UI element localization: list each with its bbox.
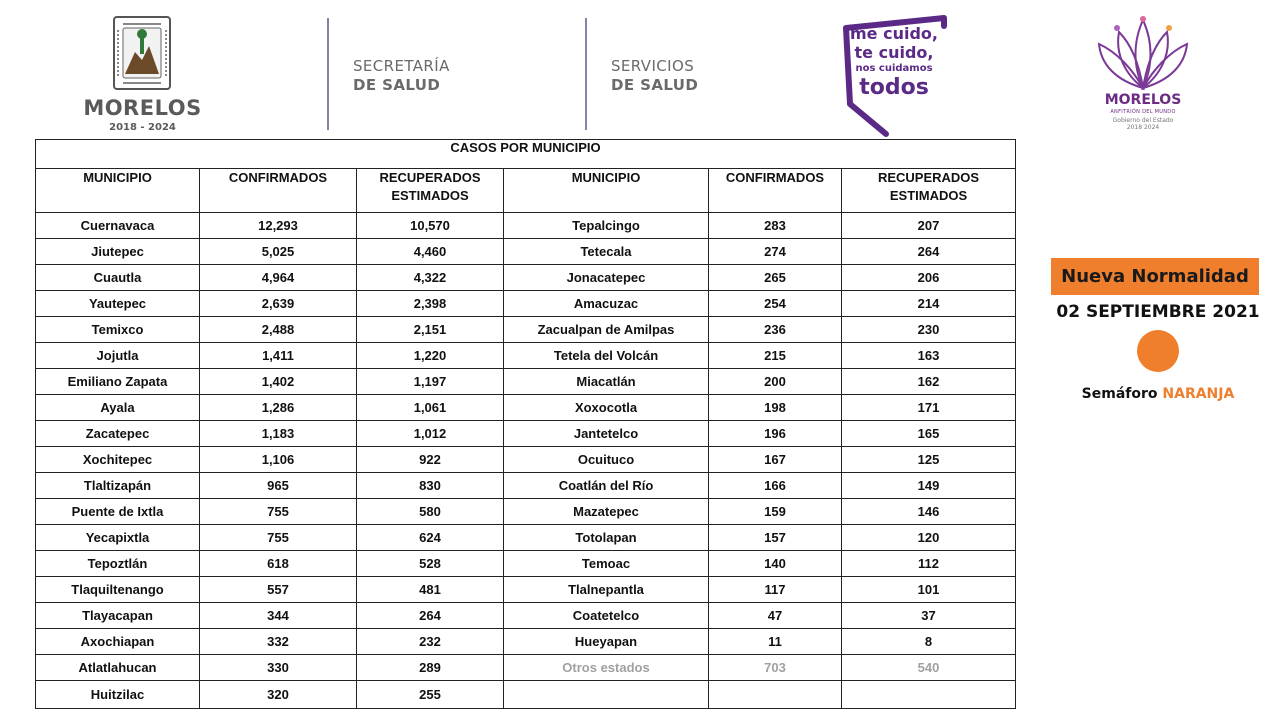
left-confirmados-cell: 755 [200, 525, 357, 551]
table-row [36, 421, 1016, 447]
dept2-line1: SERVICIOS [611, 57, 695, 75]
header-recuperados: RECUPERADOS ESTIMADOS [842, 169, 1016, 213]
table-row [36, 265, 1016, 291]
right-recuperados-cell: 165 [842, 421, 1016, 447]
left-confirmados-cell: 618 [200, 551, 357, 577]
left-confirmados-cell: 5,025 [200, 239, 357, 265]
semaforo-color-name: NARANJA [1162, 386, 1235, 402]
slogan-line4: todos [859, 75, 929, 100]
header-municipio: MUNICIPIO [504, 169, 709, 213]
left-recuperados-cell: 922 [357, 447, 504, 473]
gov-logo-name: MORELOS [1104, 92, 1182, 108]
morelos-state-logo [80, 14, 205, 136]
left-confirmados-cell: 332 [200, 629, 357, 655]
left-recuperados-cell: 2,398 [357, 291, 504, 317]
slogan-line3: nos cuidamos [855, 63, 933, 74]
left-confirmados-cell: 344 [200, 603, 357, 629]
left-confirmados-cell: 1,286 [200, 395, 357, 421]
dept1-line1: SECRETARÍA [353, 57, 450, 75]
table-row [36, 395, 1016, 421]
left-confirmados-cell: 1,402 [200, 369, 357, 395]
right-municipio-cell: Tetela del Volcán [504, 343, 709, 369]
divider [585, 18, 587, 130]
right-municipio-cell: Coatlán del Río [504, 473, 709, 499]
table-row [36, 499, 1016, 525]
left-recuperados-cell: 830 [357, 473, 504, 499]
right-municipio-cell: Otros estados [504, 655, 709, 681]
table-row [36, 291, 1016, 317]
left-confirmados-cell: 4,964 [200, 265, 357, 291]
morelos-logo-years: 2018 - 2024 [109, 122, 176, 133]
right-municipio-cell: Tetecala [504, 239, 709, 265]
left-confirmados-cell: 1,106 [200, 447, 357, 473]
header-confirmados: CONFIRMADOS [709, 169, 842, 213]
right-municipio-cell: Jonacatepec [504, 265, 709, 291]
right-municipio-cell: Temoac [504, 551, 709, 577]
right-recuperados-cell: 146 [842, 499, 1016, 525]
right-municipio-cell: Xoxocotla [504, 395, 709, 421]
left-municipio-cell: Xochitepec [36, 447, 200, 473]
left-recuperados-cell: 4,460 [357, 239, 504, 265]
left-recuperados-cell: 528 [357, 551, 504, 577]
left-municipio-cell: Temixco [36, 317, 200, 343]
table-row [36, 473, 1016, 499]
table-row [36, 343, 1016, 369]
right-municipio-cell: Amacuzac [504, 291, 709, 317]
header-confirmados: CONFIRMADOS [200, 169, 357, 213]
left-recuperados-cell: 481 [357, 577, 504, 603]
coat-of-arms-icon [113, 16, 171, 90]
right-municipio-cell: Ocuituco [504, 447, 709, 473]
right-confirmados-cell: 166 [709, 473, 842, 499]
right-municipio-cell: Miacatlán [504, 369, 709, 395]
right-confirmados-cell: 117 [709, 577, 842, 603]
right-confirmados-cell: 200 [709, 369, 842, 395]
right-confirmados-cell: 159 [709, 499, 842, 525]
right-municipio-cell: Hueyapan [504, 629, 709, 655]
report-date: 02 SEPTIEMBRE 2021 [1056, 302, 1260, 322]
right-recuperados-cell: 101 [842, 577, 1016, 603]
dept2-line2: DE SALUD [611, 76, 699, 94]
left-municipio-cell: Tlaltizapán [36, 473, 200, 499]
right-recuperados-cell: 37 [842, 603, 1016, 629]
table-row [36, 317, 1016, 343]
right-confirmados-cell: 167 [709, 447, 842, 473]
right-confirmados-cell: 265 [709, 265, 842, 291]
right-municipio-cell: Tepalcingo [504, 213, 709, 239]
left-municipio-cell: Emiliano Zapata [36, 369, 200, 395]
right-municipio-cell: Jantetelco [504, 421, 709, 447]
right-confirmados-cell: 157 [709, 525, 842, 551]
slogan-logo [840, 14, 950, 138]
slogan-line2: te cuido, [854, 43, 934, 62]
right-recuperados-cell: 171 [842, 395, 1016, 421]
table-row [36, 369, 1016, 395]
left-municipio-cell: Cuernavaca [36, 213, 200, 239]
left-municipio-cell: Puente de Ixtla [36, 499, 200, 525]
right-confirmados-cell: 196 [709, 421, 842, 447]
gov-logo-sub2: 2018 2024 [1126, 124, 1160, 131]
right-municipio-cell: Totolapan [504, 525, 709, 551]
left-recuperados-cell: 624 [357, 525, 504, 551]
right-recuperados-cell [842, 681, 1016, 709]
right-confirmados-cell: 11 [709, 629, 842, 655]
right-recuperados-cell: 125 [842, 447, 1016, 473]
left-confirmados-cell: 2,488 [200, 317, 357, 343]
table-row [36, 551, 1016, 577]
semaforo-label [1040, 386, 1276, 402]
right-confirmados-cell: 140 [709, 551, 842, 577]
right-confirmados-cell: 283 [709, 213, 842, 239]
right-recuperados-cell: 230 [842, 317, 1016, 343]
left-municipio-cell: Yecapixtla [36, 525, 200, 551]
morelos-logo-name: MORELOS [83, 96, 202, 120]
nueva-normalidad-badge: Nueva Normalidad [1051, 258, 1259, 295]
header-municipio: MUNICIPIO [36, 169, 200, 213]
gobierno-morelos-logo [1090, 14, 1196, 138]
left-municipio-cell: Ayala [36, 395, 200, 421]
right-recuperados-cell: 540 [842, 655, 1016, 681]
right-confirmados-cell: 215 [709, 343, 842, 369]
left-municipio-cell: Yautepec [36, 291, 200, 317]
lotus-flower-icon [1095, 14, 1191, 92]
right-recuperados-cell: 120 [842, 525, 1016, 551]
left-municipio-cell: Zacatepec [36, 421, 200, 447]
left-recuperados-cell: 1,197 [357, 369, 504, 395]
table-row [36, 577, 1016, 603]
left-recuperados-cell: 1,012 [357, 421, 504, 447]
table-row [36, 239, 1016, 265]
table-row [36, 629, 1016, 655]
left-confirmados-cell: 2,639 [200, 291, 357, 317]
right-recuperados-cell: 264 [842, 239, 1016, 265]
table-row [36, 603, 1016, 629]
header [0, 0, 1280, 140]
right-recuperados-cell: 206 [842, 265, 1016, 291]
right-confirmados-cell: 274 [709, 239, 842, 265]
left-municipio-cell: Huitzilac [36, 681, 200, 709]
left-municipio-cell: Atlatlahucan [36, 655, 200, 681]
right-recuperados-cell: 207 [842, 213, 1016, 239]
servicios-de-salud-label [611, 57, 698, 95]
dept1-line2: DE SALUD [353, 76, 441, 94]
right-confirmados-cell: 236 [709, 317, 842, 343]
left-confirmados-cell: 1,411 [200, 343, 357, 369]
left-municipio-cell: Tepoztlán [36, 551, 200, 577]
left-municipio-cell: Axochiapan [36, 629, 200, 655]
right-confirmados-cell: 703 [709, 655, 842, 681]
right-recuperados-cell: 8 [842, 629, 1016, 655]
right-municipio-cell: Tlalnepantla [504, 577, 709, 603]
left-confirmados-cell: 755 [200, 499, 357, 525]
table-row [36, 525, 1016, 551]
left-confirmados-cell: 330 [200, 655, 357, 681]
left-confirmados-cell: 12,293 [200, 213, 357, 239]
semaforo-text: Semáforo [1081, 386, 1158, 402]
gov-logo-sub1: Gobierno del Estado [1112, 117, 1174, 124]
right-confirmados-cell: 47 [709, 603, 842, 629]
divider [327, 18, 329, 130]
cases-by-municipality-table [35, 139, 1016, 709]
left-recuperados-cell: 255 [357, 681, 504, 709]
left-municipio-cell: Cuautla [36, 265, 200, 291]
right-recuperados-cell: 112 [842, 551, 1016, 577]
left-recuperados-cell: 2,151 [357, 317, 504, 343]
left-recuperados-cell: 264 [357, 603, 504, 629]
left-recuperados-cell: 4,322 [357, 265, 504, 291]
right-municipio-cell: Zacualpan de Amilpas [504, 317, 709, 343]
right-municipio-cell: Coatetelco [504, 603, 709, 629]
left-recuperados-cell: 1,061 [357, 395, 504, 421]
left-municipio-cell: Tlayacapan [36, 603, 200, 629]
left-recuperados-cell: 1,220 [357, 343, 504, 369]
left-recuperados-cell: 232 [357, 629, 504, 655]
left-confirmados-cell: 965 [200, 473, 357, 499]
table-row [36, 213, 1016, 239]
semaforo-indicator [1137, 330, 1179, 372]
right-recuperados-cell: 163 [842, 343, 1016, 369]
table-title: CASOS POR MUNICIPIO [36, 140, 1016, 169]
right-confirmados-cell [709, 681, 842, 709]
table-row [36, 681, 1016, 709]
left-recuperados-cell: 10,570 [357, 213, 504, 239]
right-municipio-cell [504, 681, 709, 709]
table-row [36, 655, 1016, 681]
left-confirmados-cell: 557 [200, 577, 357, 603]
right-confirmados-cell: 198 [709, 395, 842, 421]
secretaria-de-salud-label [353, 57, 450, 95]
right-recuperados-cell: 149 [842, 473, 1016, 499]
left-municipio-cell: Jiutepec [36, 239, 200, 265]
left-confirmados-cell: 1,183 [200, 421, 357, 447]
right-municipio-cell: Mazatepec [504, 499, 709, 525]
gov-logo-tagline: ANFITRIÓN DEL MUNDO [1110, 109, 1176, 115]
left-municipio-cell: Tlaquiltenango [36, 577, 200, 603]
right-recuperados-cell: 162 [842, 369, 1016, 395]
left-recuperados-cell: 580 [357, 499, 504, 525]
table-row [36, 447, 1016, 473]
right-confirmados-cell: 254 [709, 291, 842, 317]
slogan-line1: me cuido, [850, 24, 938, 43]
right-recuperados-cell: 214 [842, 291, 1016, 317]
left-municipio-cell: Jojutla [36, 343, 200, 369]
left-confirmados-cell: 320 [200, 681, 357, 709]
left-recuperados-cell: 289 [357, 655, 504, 681]
header-recuperados: RECUPERADOS ESTIMADOS [357, 169, 504, 213]
